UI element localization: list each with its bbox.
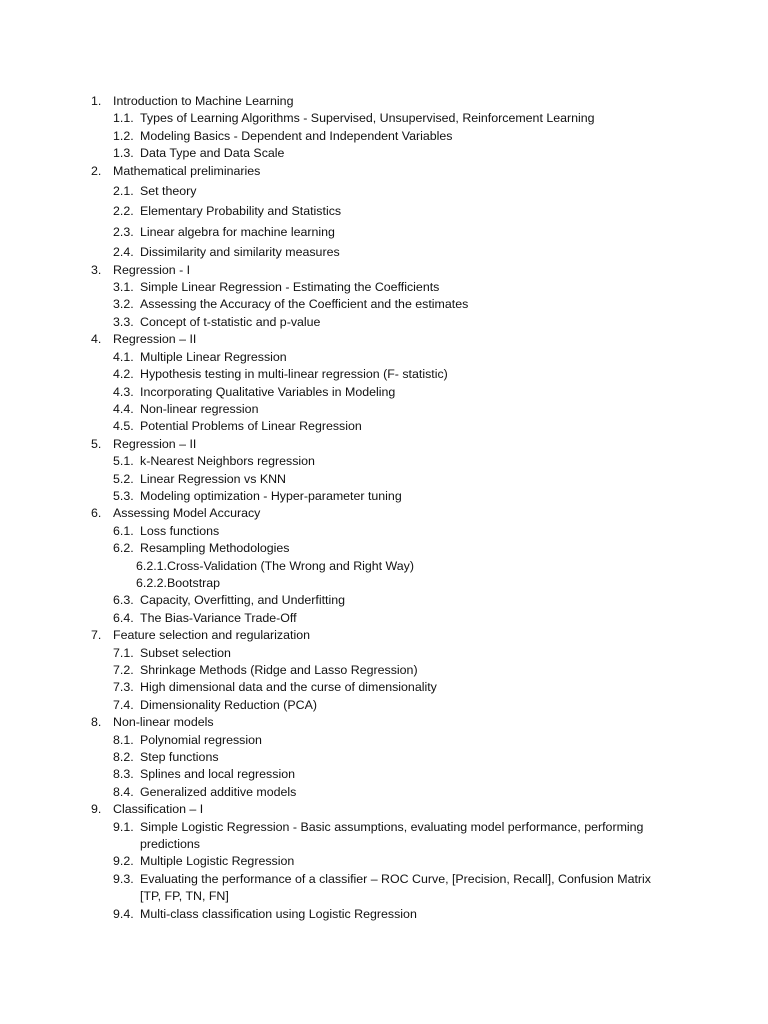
outline-number: 7.4. xyxy=(113,697,134,712)
outline-number: 2. xyxy=(91,163,102,178)
subsection-item xyxy=(0,679,768,696)
outline-text: Shrinkage Methods (Ridge and Lasso Regression) xyxy=(140,663,418,677)
outline-number: 9.4. xyxy=(113,906,134,921)
outline-text: Modeling optimization - Hyper-parameter tuning xyxy=(140,488,402,503)
subsection-item xyxy=(0,128,768,145)
section-heading xyxy=(0,505,768,522)
outline-text: Evaluating the performance of a classifier – ROC Curve, [Precision, Recall], Confusion Matrix [TP, FP, TN, FN] xyxy=(140,871,651,904)
subsection-item xyxy=(0,540,768,557)
outline-text: Modeling Basics - Dependent and Independent Variables xyxy=(140,128,453,143)
section-heading xyxy=(0,262,768,279)
outline-text: Splines and local regression xyxy=(140,767,295,782)
section-heading xyxy=(0,801,768,818)
subsection-item xyxy=(0,145,768,162)
outline-number: 6.2. xyxy=(113,541,134,556)
outline-text: Simple Linear Regression - Estimating the Coefficients xyxy=(140,280,440,295)
subsection-item xyxy=(0,853,768,870)
outline-text: Cross-Validation (The Wrong and Right Way) xyxy=(167,558,415,573)
outline-number: 6.4. xyxy=(113,610,134,625)
outline-text: Capacity, Overfitting, and Underfitting xyxy=(140,593,346,608)
outline-number: 4.5. xyxy=(113,419,134,434)
outline-text: Multiple Logistic Regression xyxy=(140,854,295,869)
outline-number: 3.2. xyxy=(113,297,134,312)
outline-text: Assessing the Accuracy of the Coefficient and the estimates xyxy=(140,297,469,312)
subsection-item xyxy=(0,592,768,609)
outline-text: Introduction to Machine Learning xyxy=(113,94,294,108)
subsection-item xyxy=(0,645,768,662)
outline-text: Incorporating Qualitative Variables in Modeling xyxy=(140,384,396,399)
subsection-item xyxy=(0,401,768,418)
subsection-item xyxy=(0,766,768,783)
subsection-item xyxy=(0,183,768,200)
outline-text: Subset selection xyxy=(140,645,231,660)
outline-number: 6.3. xyxy=(113,593,134,608)
subsection-item xyxy=(0,314,768,331)
outline-number: 3.1. xyxy=(113,280,134,295)
outline-text: Regression - I xyxy=(113,262,191,277)
outline-text: The Bias-Variance Trade-Off xyxy=(140,610,297,625)
subsection-item xyxy=(0,244,768,261)
outline-number: 2.3. xyxy=(113,224,134,239)
outline-number: 2.1. xyxy=(113,184,134,199)
outline-number: 6. xyxy=(91,506,102,521)
outline-text: Mathematical preliminaries xyxy=(113,163,261,178)
subsection-item xyxy=(0,662,768,679)
outline-text: Loss functions xyxy=(140,523,220,538)
outline-text: Linear Regression vs KNN xyxy=(140,471,286,486)
outline-text: Data Type and Data Scale xyxy=(140,146,285,161)
outline-number: 7.1. xyxy=(113,645,134,660)
outline-text: k-Nearest Neighbors regression xyxy=(140,454,315,469)
outline-text: Regression – II xyxy=(113,332,197,347)
outline-text: Bootstrap xyxy=(167,575,221,590)
subsection-item xyxy=(0,349,768,366)
section-heading xyxy=(0,436,768,453)
outline-text: Potential Problems of Linear Regression xyxy=(140,419,362,434)
outline-number: 1.3. xyxy=(113,146,134,161)
section-heading xyxy=(0,331,768,348)
outline-text: Regression – II xyxy=(113,436,197,451)
subsection-item xyxy=(0,296,768,313)
outline-text: Dimensionality Reduction (PCA) xyxy=(140,697,317,712)
subsection-item xyxy=(0,110,768,127)
subsection-item xyxy=(0,384,768,401)
subsection-item xyxy=(0,224,768,241)
outline-number: 4.1. xyxy=(113,349,134,364)
subsection-item xyxy=(0,418,768,435)
outline-number: 6.2.2. xyxy=(136,575,168,590)
outline-text: Multiple Linear Regression xyxy=(140,349,287,364)
subsection-item xyxy=(0,203,768,220)
outline-number: 3. xyxy=(91,262,102,277)
outline-number: 4. xyxy=(91,332,102,347)
outline-text: Dissimilarity and similarity measures xyxy=(140,245,340,260)
outline-text: Types of Learning Algorithms - Supervised, Unsupervised, Reinforcement Learning xyxy=(140,111,595,126)
subsection-item xyxy=(0,732,768,749)
outline-number: 7. xyxy=(91,628,102,643)
section-heading xyxy=(0,627,768,644)
subsection-item xyxy=(0,697,768,714)
subsection-item xyxy=(0,819,768,854)
outline-number: 4.4. xyxy=(113,401,134,416)
outline-number: 5.1. xyxy=(113,454,134,469)
outline-text: Hypothesis testing in multi-linear regression (F- statistic) xyxy=(140,367,448,382)
outline-number: 8.1. xyxy=(113,732,134,747)
outline-number: 1.2. xyxy=(113,128,134,143)
outline-number: 9.3. xyxy=(113,871,134,886)
outline-number: 9.1. xyxy=(113,819,134,834)
outline-text: Set theory xyxy=(140,184,197,199)
outline-number: 2.2. xyxy=(113,204,134,219)
subsection-item xyxy=(0,784,768,801)
outline-text: Feature selection and regularization xyxy=(113,628,310,643)
outline-text: Multi-class classification using Logistic Regression xyxy=(140,906,417,921)
section-heading xyxy=(0,714,768,731)
subsection-item xyxy=(0,906,768,923)
outline-text: Simple Logistic Regression - Basic assumptions, evaluating model performance, performing predictions xyxy=(140,819,644,852)
outline-text: Step functions xyxy=(140,750,219,765)
outline-number: 1.1. xyxy=(113,111,134,126)
outline-text: Non-linear models xyxy=(113,715,214,730)
outline-number: 5.2. xyxy=(113,471,134,486)
outline-text: Non-linear regression xyxy=(140,401,259,416)
outline-number: 3.3. xyxy=(113,314,134,329)
outline-number: 8. xyxy=(91,715,102,730)
outline-text: High dimensional data and the curse of dimensionality xyxy=(140,680,437,695)
outline-text: Resampling Methodologies xyxy=(140,541,290,556)
outline-number: 8.3. xyxy=(113,767,134,782)
outline-number: 4.2. xyxy=(113,367,134,382)
subsection-item xyxy=(0,488,768,505)
subsection-item xyxy=(0,871,768,906)
outline-text: Polynomial regression xyxy=(140,732,262,747)
outline-number: 7.2. xyxy=(113,663,134,677)
subsection-item xyxy=(0,610,768,627)
outline-number: 5.3. xyxy=(113,488,134,503)
subsubsection-item xyxy=(0,575,768,592)
subsection-item xyxy=(0,471,768,488)
outline-number: 6.2.1. xyxy=(136,558,168,573)
subsection-item xyxy=(0,453,768,470)
outline-number: 8.4. xyxy=(113,784,134,799)
subsection-item xyxy=(0,366,768,383)
subsection-item xyxy=(0,279,768,296)
section-heading xyxy=(0,93,768,110)
outline-text: Elementary Probability and Statistics xyxy=(140,204,342,219)
outline-number: 9. xyxy=(91,802,102,817)
outline-text: Classification – I xyxy=(113,802,204,817)
outline-text: Linear algebra for machine learning xyxy=(140,224,335,239)
outline-number: 8.2. xyxy=(113,750,134,765)
subsubsection-item xyxy=(0,558,768,575)
outline-text: Assessing Model Accuracy xyxy=(113,506,261,521)
subsection-item xyxy=(0,523,768,540)
outline-text: Concept of t-statistic and p-value xyxy=(140,314,321,329)
outline-number: 7.3. xyxy=(113,680,134,695)
syllabus-outline xyxy=(0,93,768,923)
outline-text: Generalized additive models xyxy=(140,784,297,799)
outline-number: 4.3. xyxy=(113,384,134,399)
section-heading xyxy=(0,163,768,180)
outline-number: 5. xyxy=(91,436,102,451)
outline-number: 6.1. xyxy=(113,523,134,538)
outline-number: 1. xyxy=(91,94,102,108)
outline-number: 9.2. xyxy=(113,854,134,869)
outline-number: 2.4. xyxy=(113,245,134,260)
subsection-item xyxy=(0,749,768,766)
